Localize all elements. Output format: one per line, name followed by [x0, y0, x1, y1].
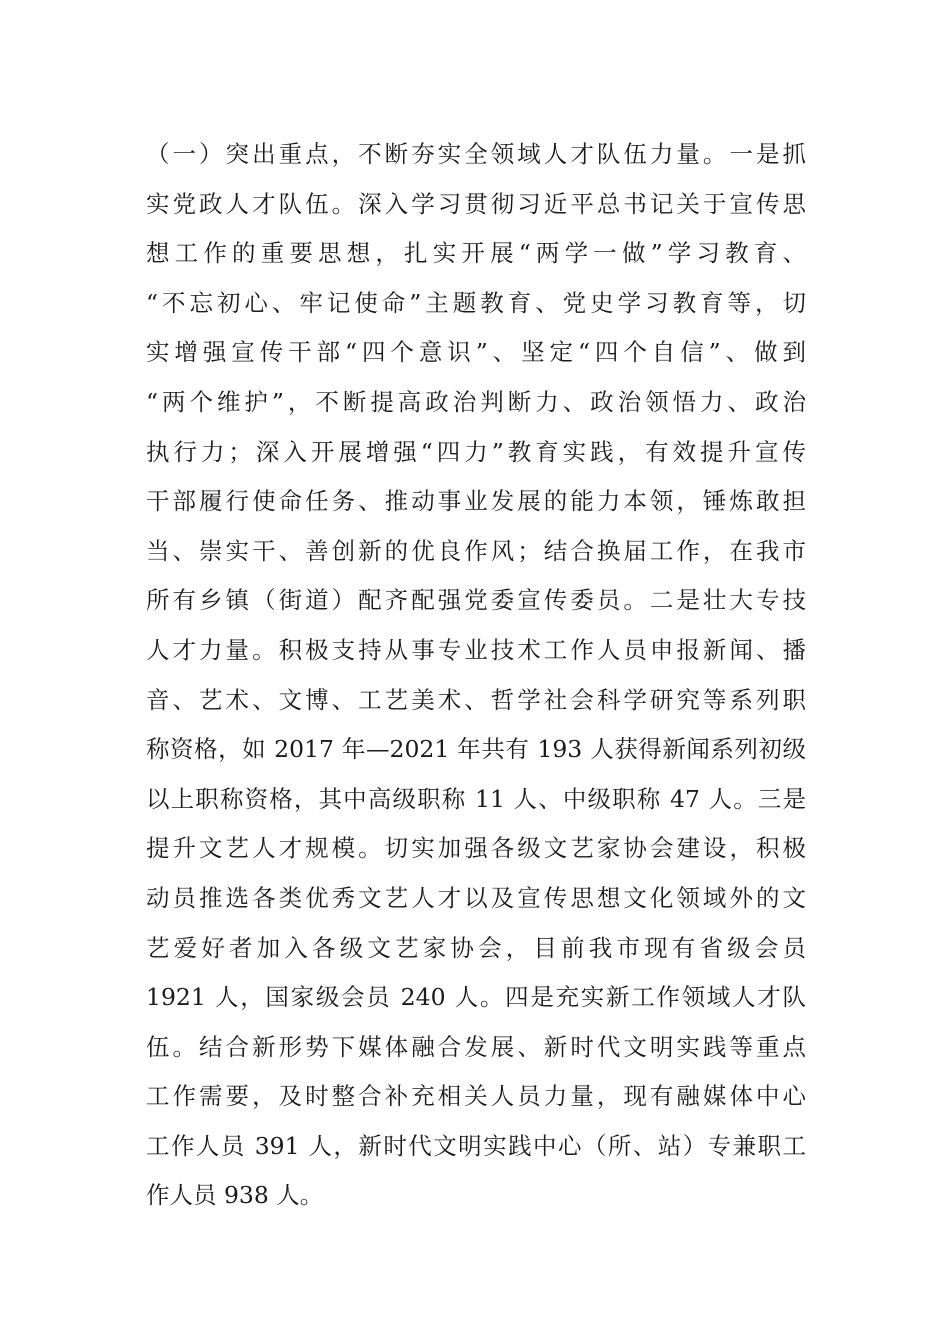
paragraph-line-9: 当、崇实干、善创新的优良作风；结合换届工作，在我市: [146, 536, 806, 565]
paragraph-line-15: 提升文艺人才规模。切实加强各级文艺家协会建设，积极: [146, 834, 806, 863]
paragraph-line-2: 实党政人才队伍。深入学习贯彻习近平总书记关于宣传思: [146, 189, 806, 218]
paragraph-line-11: 人才力量。积极支持从事专业技术工作人员申报新闻、播: [146, 635, 806, 664]
body-paragraph: [146, 130, 806, 1221]
paragraph-line-10: 所有乡镇（街道）配齐配强党委宣传委员。二是壮大专技: [146, 586, 806, 615]
paragraph-line-8: 干部履行使命任务、推动事业发展的能力本领，锤炼敢担: [146, 487, 806, 516]
paragraph-line-3: 想工作的重要思想，扎实开展“两学一做”学习教育、: [146, 239, 806, 268]
paragraph-line-20: 工作需要，及时整合补充相关人员力量，现有融媒体中心: [146, 1082, 806, 1111]
paragraph-line-5: 实增强宣传干部“四个意识”、坚定“四个自信”、做到: [146, 338, 806, 367]
paragraph-line-19: 伍。结合新形势下媒体融合发展、新时代文明实践等重点: [146, 1032, 806, 1061]
paragraph-line-18: 1921 人，国家级会员 240 人。四是充实新工作领域人才队: [146, 983, 806, 1012]
paragraph-line-7: 执行力；深入开展增强“四力”教育实践，有效提升宣传: [146, 437, 806, 466]
paragraph-line-16: 动员推选各类优秀文艺人才以及宣传思想文化领域外的文: [146, 883, 806, 912]
paragraph-line-22: 作人员 938 人。: [146, 1181, 324, 1210]
paragraph-line-14: 以上职称资格，其中高级职称 11 人、中级职称 47 人。三是: [146, 784, 806, 813]
paragraph-line-21: 工作人员 391 人，新时代文明实践中心（所、站）专兼职工: [146, 1131, 806, 1160]
paragraph-line-17: 艺爱好者加入各级文艺家协会，目前我市现有省级会员: [146, 933, 806, 962]
paragraph-line-12: 音、艺术、文博、工艺美术、哲学社会科学研究等系列职: [146, 685, 806, 714]
paragraph-line-6: “两个维护”，不断提高政治判断力、政治领悟力、政治: [146, 387, 806, 416]
paragraph-line-13: 称资格，如 2017 年—2021 年共有 193 人获得新闻系列初级: [146, 735, 806, 764]
paragraph-line-4: “不忘初心、牢记使命”主题教育、党史学习教育等，切: [146, 288, 806, 317]
paragraph-line-1: （一）突出重点，不断夯实全领域人才队伍力量。一是抓: [146, 140, 806, 168]
